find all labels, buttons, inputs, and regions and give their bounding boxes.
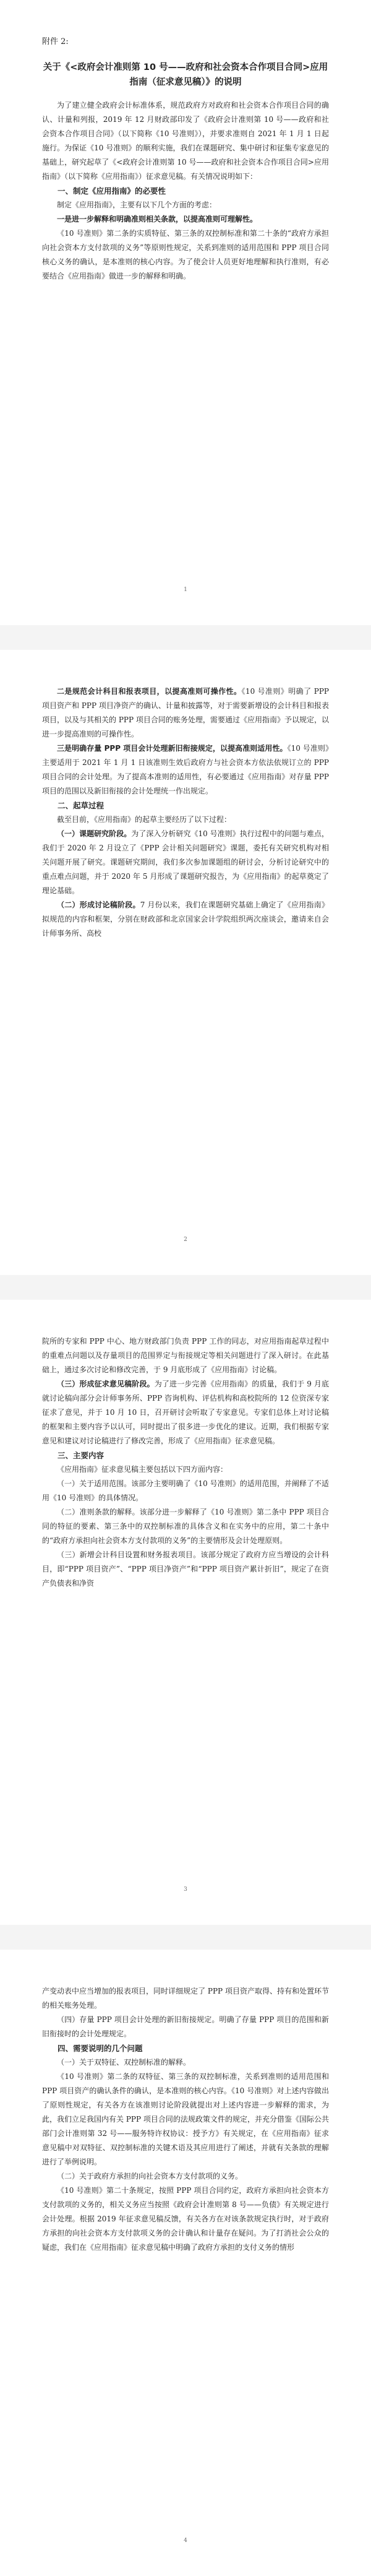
body-paragraph: （三）新增会计科目设置和财务报表项目。该部分规定了政府方应当增设的会计科目，即“PPP 项目资产”、“PPP 项目净资产”和“PPP 项目资产累计折旧”，规定了在资产负债表和净资: [42, 1550, 329, 1588]
body-paragraph: 《10 号准则》第二十条规定，按照 PPP 项目合同约定，政府方承担向社会资本方支付款项的义务的，相关义务应当按照《政府会计准则第 8 号——负债》有关规定进行会计处理。根据 2019 年征求意见稿反馈，有关各方在对该条款规定执行时，对于政府方承担的向社会资本方支付款项义务的会计确认和计量存在疑问。为了打消社会公众的疑虑，我们在《应用指南》征求意见稿中明确了政府方承担的支付义务的情形: [42, 2186, 329, 2252]
paragraph-body: 为了进一步完善《应用指南》的质量，我们于 9 月底就讨论稿向部分会计师事务所、PPP 咨询机构、评估机构和高校院所的 12 位资深专家征求了意见，并于 10 月 10 日，召开研讨会听取了专家意见。专家们总体上对讨论稿的框架和主要内容予以认可，同时提出了很多进一步优化的建议。近期，我们根据专家意见和建议对讨论稿进行了修改完善，形成了《应用指南》征求意见稿。: [42, 1380, 329, 1445]
body-paragraph: （二）准则条款的解释。该部分进一步解释了《10 号准则》第二条中 PPP 项目合同的特征的要素、第三条中的双控制标准的具体含义和在实务中的应用，第二十条中的“政府方承担向社会资本方支付款项的义务”的主要情形及会计处理原则。: [42, 1508, 329, 1545]
paragraph-lead: （一）课题研究阶段。: [57, 829, 132, 838]
page-2: [0, 650, 371, 1275]
continued-paragraph: 院所的专家和 PPP 中心、地方财政部门负责 PPP 工作的同志，对应用指南起草过程中的重难点问题以及存量项目的范围界定与衔接规定等相关问题进行了深入研讨。在此基础上，通过多次讨论和修改完善，于 9 月底形成了《应用指南》讨论稿。: [42, 1337, 329, 1374]
body-paragraph: （一）关于适用范围。该部分主要明确了《10 号准则》的适用范围，并阐释了不适用《10 号准则》的具体情况。: [42, 1479, 329, 1502]
page-number: 4: [184, 2538, 187, 2544]
page-content: [42, 1984, 329, 2255]
body-paragraph: （四）存量 PPP 项目会计处理的新旧衔接规定。明确了存量 PPP 项目的范围和新旧衔接时的会计处理规定。: [42, 2015, 329, 2038]
body-paragraph: 为了建立健全政府会计标准体系，规范政府方对政府和社会资本合作项目合同的确认、计量和列报，2019 年 12 月财政部印发了《政府会计准则第 10 号——政府和社会资本合作项目合同》（以下简称《10 号准则》），并要求准则自 2021 年 1 月 1 日起施行。为保证《10 号准则》的顺利实施，我们在课题研究、集中研讨和征集专家意见的基础上，研究起草了《<政府会计准则第 10 号——政府和社会资本合作项目合同>应用指南》（以下简称《应用指南》）征求意见稿。有关情况说明如下：: [42, 101, 329, 181]
page-3: [0, 1300, 371, 1925]
paragraph-body: 《10 号准则》明确了 PPP 项目资产和 PPP 项目净资产的确认、计量和披露等，对于需要新增设的会计科目和报表项目，以及与其相关的 PPP 项目合同的账务处理，需要通过《应用指南》予以规定，以进一步提高准则的可操作性。: [42, 687, 329, 738]
page-number: 3: [184, 1887, 187, 1893]
paragraph-lead: 三是明确存量 PPP 项目会计处理新旧衔接规定，以提高准则适用性。: [57, 744, 288, 753]
bold-paragraph: 一是进一步解释和明确准则相关条款，以提高准则可理解性。: [57, 215, 258, 223]
body-paragraph: 制定《应用指南》，主要有以下几个方面的考虑：: [57, 201, 217, 209]
paragraph-body: 7 月份以来，我们在课题研究基础上确定了《应用指南》拟规范的内容和框架，分别在财政部和北京国家会计学院组织两次座谈会，邀请来自会计师事务所、高校: [42, 901, 329, 938]
page-content: [42, 98, 329, 283]
page-number: 2: [184, 1237, 187, 1243]
lead-paragraph: [42, 741, 329, 798]
section-heading: 一、制定《应用指南》的必要性: [58, 186, 166, 196]
lead-paragraph: [42, 898, 329, 941]
page-number: 1: [184, 587, 187, 593]
body-paragraph: （二）关于政府方承担的向社会资本方支付款项的义务。: [57, 2172, 243, 2181]
body-paragraph: 《应用指南》征求意见稿主要包括以下四方面内容：: [57, 1465, 228, 1474]
body-paragraph: 《10 号准则》第二条的双特征、第三条的双控制标准，关系到准则的适用范围和 PPP 项目资产的确认条件的确认，是本准则的核心内容。《10 号准则》对上述内容做出了原则性规定，有关各方在该准则讨论阶段就提出对上述内容进一步解释的需求，为此，我们立足我国内有关 PPP 项目合同的法规政策文件的规定，并充分借鉴《国际公共部门会计准则第 32 号——服务特许权协议：授予方》有关规定，在《应用指南》征求意见稿中对双特征、双控制标准的关键术语及其应用进行了阐述，并就有关条款的理解进行了举例说明。: [42, 2072, 329, 2166]
lead-paragraph: [42, 827, 329, 898]
paragraph-body: 为了深入分析研究《10 号准则》执行过程中的问题与难点，我们于 2020 年 2 月设立了《PPP 会计相关问题研究》课题，委托有关研究机构对相关问题开展了研究。课题研究期间，我们多次参加课题组的研讨会，分析讨论研究中的重点难点问题，并于 2020 年 5 月形成了课题研究报告，为《应用指南》的起草奠定了理论基础。: [42, 829, 329, 895]
section-heading: 二、起草过程: [58, 801, 104, 810]
page-1: [0, 0, 371, 625]
section-heading: 三、主要内容: [58, 1451, 104, 1460]
body-paragraph: 截至目前，《应用指南》的起草主要经历了以下过程：: [57, 815, 232, 824]
page-content: [42, 685, 329, 941]
paragraph-body: 《10 号准则》主要适用于 2021 年 1 月 1 日该准则生效后政府方与社会资本方依法依规订立的 PPP 项目合同的会计处理。为了提高本准则的适用性，有必要通过《应用指南》对存量 PPP 项目的范围以及新旧衔接的会计处理统一作出规定。: [42, 744, 329, 795]
page-content: [42, 1334, 329, 1591]
continued-paragraph: 产变动表中应当增加的报表项目，同时详细规定了 PPP 项目资产取得、持有和处置环节的相关账务处理。: [42, 1987, 329, 2010]
paragraph-lead: （二）形成讨论稿阶段。: [57, 901, 140, 909]
document-title: 关于《<政府会计准则第 10 号——政府和社会资本合作项目合同>应用指南（征求意见稿）》的说明: [43, 63, 328, 87]
paragraph-lead: （三）形成征求意见稿阶段。: [57, 1380, 155, 1388]
lead-paragraph: [42, 1377, 329, 1448]
lead-paragraph: [42, 685, 329, 741]
paragraph-lead: 二是规范会计科目和报表项目，以提高准则可操作性。: [57, 687, 242, 696]
section-heading: 四、需要说明的几个问题: [58, 2044, 143, 2053]
body-paragraph: （一）关于双特征、双控制标准的解释。: [57, 2058, 191, 2067]
body-paragraph: 《10 号准则》第二条的实质特征、第三条的双控制标准和第二十条的“政府方承担向社会资本方支付款项的义务”等原则性规定，关系到准则的适用范围和 PPP 项目合同核心义务的确认，是本准则的核心内容。为了使会计人员更好地理解和执行准则，有必要结合《应用指南》做进一步的解释和明确。: [42, 229, 329, 280]
annex-label: 附件 2:: [42, 37, 69, 46]
page-4: [0, 1950, 371, 2576]
